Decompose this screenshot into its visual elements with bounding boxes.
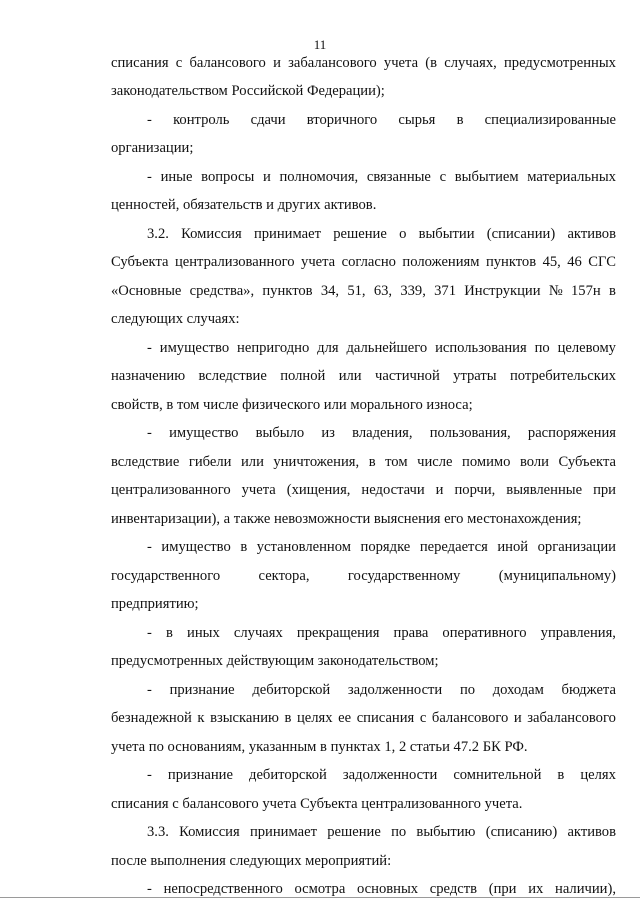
- text-line: [111, 53, 616, 73]
- word: сдачи: [250, 112, 286, 128]
- word: задолженности: [347, 682, 443, 698]
- word: государственного: [111, 568, 221, 584]
- word: 46: [567, 254, 582, 270]
- word: (при: [488, 881, 517, 897]
- word: безнадежной: [111, 710, 192, 726]
- scan-edge-divider: [0, 897, 640, 898]
- word: передается: [419, 539, 488, 555]
- word: 63,: [373, 283, 393, 299]
- word: частичной: [375, 368, 440, 384]
- text-line: ценностей, обязательств и других активов.: [111, 197, 377, 213]
- word: (в: [425, 55, 438, 71]
- word: -: [147, 767, 152, 783]
- word: доходам: [492, 682, 544, 698]
- word: их: [528, 881, 544, 897]
- word: имущество: [161, 539, 231, 555]
- word: (списании): [486, 226, 556, 242]
- word: потребительских: [509, 368, 616, 384]
- word: при: [593, 482, 616, 498]
- text-line: [147, 167, 616, 187]
- word: №: [548, 283, 563, 299]
- text-line: [147, 338, 616, 358]
- word: или: [338, 368, 362, 384]
- word: Комиссия: [179, 824, 240, 840]
- word: (списанию): [485, 824, 558, 840]
- word: по: [459, 682, 476, 698]
- word: иных: [187, 625, 220, 641]
- word: о: [399, 226, 407, 242]
- word: для: [317, 340, 339, 356]
- word: случаях,: [444, 55, 497, 71]
- word: средства»,: [189, 283, 255, 299]
- word: СГС: [588, 254, 616, 270]
- text-line: [147, 623, 616, 643]
- word: задолженности: [342, 767, 438, 783]
- word: -: [147, 425, 152, 441]
- word: вопросы: [201, 169, 255, 185]
- word: и: [262, 169, 271, 185]
- text-line: организации;: [111, 140, 194, 156]
- word: из: [321, 425, 335, 441]
- word: Субъекта: [558, 454, 616, 470]
- word: дебиторской: [249, 767, 327, 783]
- word: списания: [111, 55, 169, 71]
- word: прекращения: [296, 625, 380, 641]
- word: принимает: [253, 226, 321, 242]
- word: утраты: [453, 368, 497, 384]
- word: уничтожения,: [273, 454, 360, 470]
- text-line: предприятию;: [111, 596, 199, 612]
- word: распоряжения: [527, 425, 616, 441]
- word: владения,: [352, 425, 413, 441]
- text-line: законодательством Российской Федерации);: [111, 83, 385, 99]
- word: 34,: [320, 283, 340, 299]
- text-line: [111, 281, 616, 301]
- word: учета: [383, 55, 419, 71]
- word: выбытием: [454, 169, 519, 185]
- word: и: [273, 55, 281, 71]
- word: назначению: [111, 368, 186, 384]
- word: в: [557, 767, 565, 783]
- word: средств: [429, 881, 478, 897]
- word: или: [240, 454, 264, 470]
- word: управления,: [540, 625, 616, 641]
- text-line: [147, 879, 616, 899]
- word: с: [439, 169, 447, 185]
- word: пользования,: [429, 425, 511, 441]
- text-line: [147, 110, 616, 130]
- word: списания: [356, 710, 415, 726]
- word: пунктов: [485, 254, 537, 270]
- word: специализированные: [484, 112, 616, 128]
- word: активов: [567, 226, 616, 242]
- word: признание: [167, 767, 233, 783]
- word: гибели: [188, 454, 232, 470]
- word: дальнейшего: [346, 340, 428, 356]
- word: сектора,: [258, 568, 310, 584]
- word: с: [419, 710, 427, 726]
- text-line: [147, 537, 616, 557]
- word: дебиторской: [252, 682, 331, 698]
- word: предусмотренных: [503, 55, 616, 71]
- text-line: [111, 708, 616, 728]
- word: с: [175, 55, 183, 71]
- word: 371: [434, 283, 456, 299]
- word: сомнительной: [453, 767, 542, 783]
- word: установленном: [256, 539, 351, 555]
- page-number: 11: [313, 37, 327, 52]
- word: порядке: [360, 539, 411, 555]
- word: в: [284, 710, 292, 726]
- text-line: [111, 252, 616, 272]
- word: централизованного: [111, 482, 231, 498]
- word: целях: [296, 710, 333, 726]
- word: сырья: [398, 112, 436, 128]
- word: контроль: [173, 112, 230, 128]
- word: выбытии: [418, 226, 475, 242]
- word: 157н: [571, 283, 601, 299]
- word: в: [608, 283, 616, 299]
- text-line: [111, 566, 616, 586]
- word: 339,: [400, 283, 426, 299]
- word: материальных: [527, 169, 616, 185]
- word: непригодно: [237, 340, 310, 356]
- text-line: [147, 224, 616, 244]
- text-line: инвентаризации), а также невозможности выяснения его местонахождения;: [111, 511, 582, 527]
- text-line: [111, 480, 616, 500]
- text-line: свойств, в том числе физического или морального износа;: [111, 397, 473, 413]
- word: имущество: [169, 425, 239, 441]
- word: связанные: [366, 169, 431, 185]
- word: недостачи: [361, 482, 425, 498]
- word: в: [456, 112, 464, 128]
- word: случаях: [233, 625, 283, 641]
- word: осмотра: [294, 881, 346, 897]
- word: централизованного: [174, 254, 295, 270]
- word: ее: [338, 710, 352, 726]
- word: учета: [301, 254, 336, 270]
- word: решение: [327, 824, 381, 840]
- word: активов: [567, 824, 616, 840]
- word: целях: [580, 767, 616, 783]
- word: полной: [280, 368, 326, 384]
- word: наличии),: [555, 881, 616, 897]
- word: имущество: [159, 340, 230, 356]
- text-line: [111, 452, 616, 472]
- word: -: [147, 539, 152, 555]
- word: организации: [537, 539, 616, 555]
- word: 3.2.: [147, 226, 169, 242]
- word: пунктов: [262, 283, 313, 299]
- text-line: [147, 680, 616, 700]
- word: воли: [519, 454, 549, 470]
- word: (хищения,: [286, 482, 351, 498]
- text-line: [147, 423, 616, 443]
- word: к: [197, 710, 205, 726]
- word: в: [368, 454, 376, 470]
- word: -: [147, 340, 152, 356]
- word: Комиссия: [181, 226, 242, 242]
- word: целевому: [557, 340, 616, 356]
- text-line: следующих случаях:: [111, 311, 240, 327]
- word: выявленные: [506, 482, 583, 498]
- word: государственному: [347, 568, 461, 584]
- text-line: списания с балансового учета Субъекта централизованного учета.: [111, 796, 523, 812]
- word: числе: [417, 454, 453, 470]
- word: основных: [357, 881, 419, 897]
- word: забалансового: [527, 710, 616, 726]
- word: 51,: [347, 283, 366, 299]
- word: Субъекта: [111, 254, 169, 270]
- word: иной: [497, 539, 529, 555]
- word: использования: [435, 340, 527, 356]
- text-line: предусмотренных действующим законодательством;: [111, 653, 439, 669]
- word: принимает: [249, 824, 317, 840]
- word: -: [147, 682, 152, 698]
- word: признание: [169, 682, 235, 698]
- word: -: [147, 881, 152, 897]
- word: вследствие: [111, 454, 180, 470]
- word: полномочия,: [279, 169, 359, 185]
- text-line: после выполнения следующих мероприятий:: [111, 853, 392, 869]
- word: забалансового: [288, 55, 377, 71]
- word: порчи,: [454, 482, 496, 498]
- word: выбытию: [416, 824, 476, 840]
- word: вторичного: [306, 112, 378, 128]
- word: решение: [333, 226, 387, 242]
- word: бюджета: [561, 682, 616, 698]
- word: 45,: [542, 254, 561, 270]
- text-line: [111, 366, 616, 386]
- word: согласно: [341, 254, 396, 270]
- word: 3.3.: [147, 824, 169, 840]
- word: вследствие: [198, 368, 267, 384]
- word: учета: [241, 482, 276, 498]
- text-line: [147, 765, 616, 785]
- word: права: [393, 625, 429, 641]
- word: балансового: [431, 710, 509, 726]
- word: по: [391, 824, 407, 840]
- word: выбыло: [255, 425, 305, 441]
- word: иные: [160, 169, 193, 185]
- word: взысканию: [210, 710, 279, 726]
- word: -: [147, 169, 152, 185]
- word: -: [147, 112, 152, 128]
- word: и: [435, 482, 444, 498]
- word: (муниципальному): [498, 568, 616, 584]
- text-line: [147, 822, 616, 842]
- word: и: [513, 710, 522, 726]
- word: «Основные: [111, 283, 182, 299]
- word: -: [147, 625, 152, 641]
- word: в: [240, 539, 248, 555]
- word: положениям: [402, 254, 480, 270]
- word: том: [385, 454, 408, 470]
- word: Инструкции: [464, 283, 541, 299]
- word: помимо: [462, 454, 511, 470]
- word: по: [534, 340, 550, 356]
- word: балансового: [189, 55, 266, 71]
- text-line: учета по основаниям, указанным в пунктах 1, 2 статьи 47.2 БК РФ.: [111, 739, 528, 755]
- word: в: [166, 625, 173, 641]
- word: непосредственного: [163, 881, 283, 897]
- word: оперативного: [442, 625, 527, 641]
